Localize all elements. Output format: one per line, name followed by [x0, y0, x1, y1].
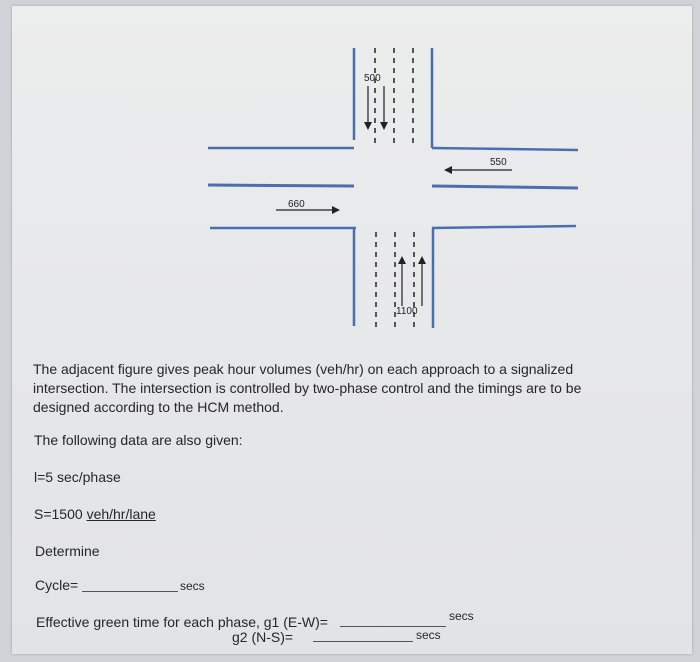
south-arrow-1-head — [398, 256, 406, 264]
saturation-flow-unit: veh/hr/lane — [86, 506, 156, 522]
determine-heading: Determine — [35, 543, 100, 559]
east-arrow-head — [444, 166, 452, 174]
saturation-flow-line — [34, 505, 156, 524]
west-volume-label: 660 — [288, 199, 305, 210]
south-volume-label: 1100 — [396, 306, 418, 317]
g1-unit: secs — [449, 609, 474, 623]
g2-unit: secs — [416, 628, 441, 642]
south-arrow-2-head — [418, 256, 426, 264]
lost-time-value: l=5 sec/phase — [34, 469, 121, 485]
east-road-bottom-edge — [432, 226, 576, 228]
g2-label: g2 (N-S)= — [232, 629, 294, 645]
given-intro: The following data are also given: — [34, 432, 243, 448]
cycle-answer-blank[interactable] — [82, 591, 178, 592]
north-volume-label: 500 — [364, 73, 381, 84]
cycle-label: Cycle= — [35, 577, 79, 593]
east-road-median — [432, 186, 578, 188]
cycle-unit: secs — [180, 579, 205, 593]
north-arrow-1-head — [364, 122, 372, 130]
problem-paragraph: The adjacent figure gives peak hour volumes (veh/hr) on each approach to a signalized intersection. The intersection is controlled by two-phase control and the timings are to be designed according to the HCM method. — [33, 361, 582, 415]
east-volume-label: 550 — [490, 157, 507, 168]
g1-label: Effective green time for each phase, g1 (E-W)= — [36, 614, 328, 630]
north-arrow-2-head — [380, 122, 388, 130]
g2-answer-blank[interactable] — [313, 641, 413, 642]
east-road-top-edge — [432, 148, 578, 150]
west-arrow-head — [332, 206, 340, 214]
saturation-flow-prefix: S=1500 — [34, 506, 87, 522]
west-road-median — [208, 185, 354, 186]
